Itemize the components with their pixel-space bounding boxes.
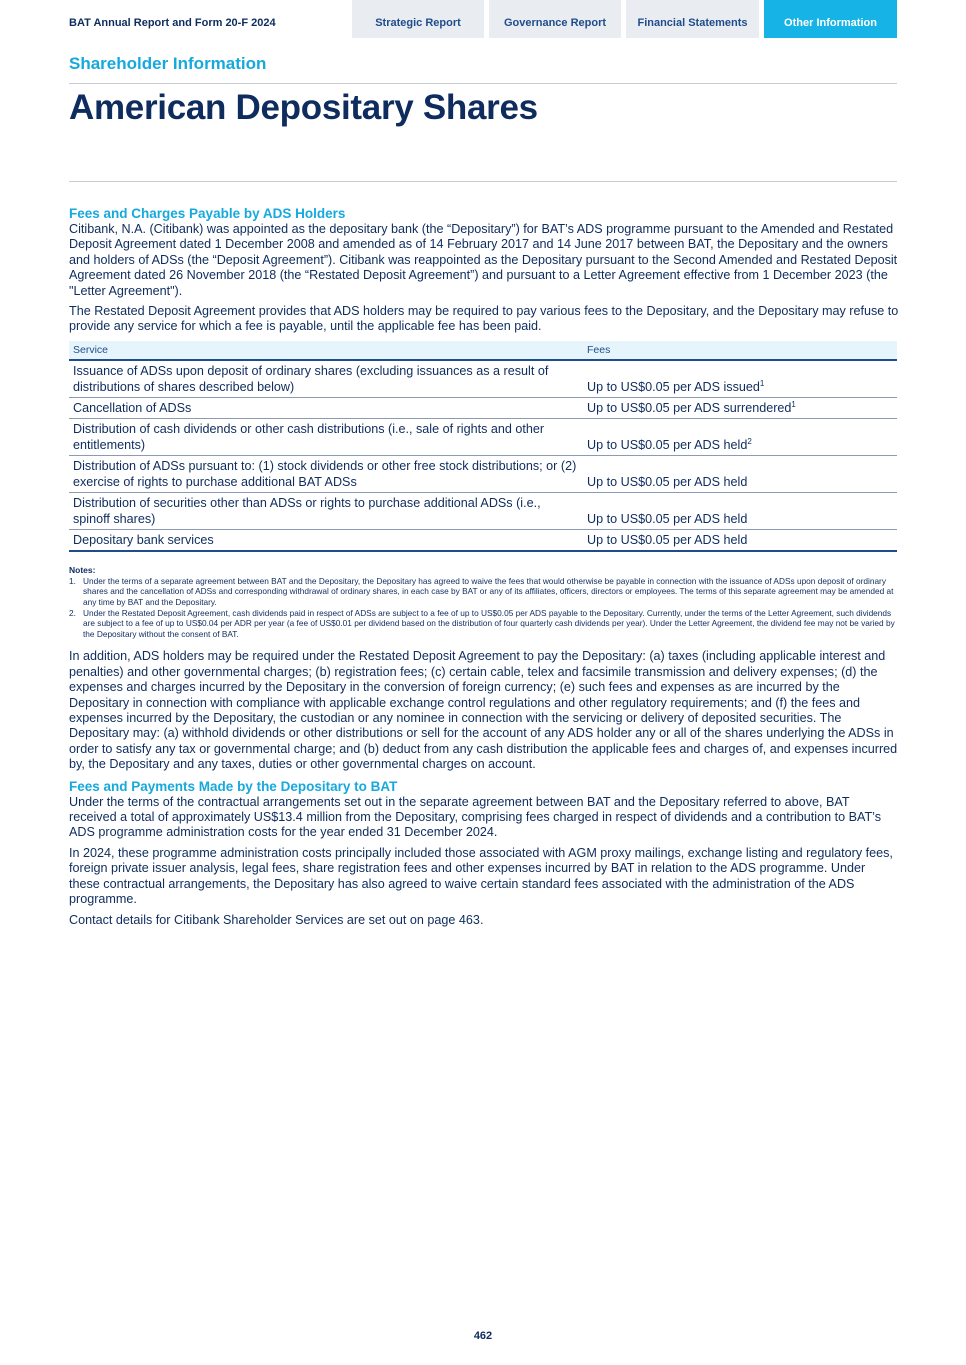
service-cell: Depositary bank services bbox=[69, 529, 583, 551]
tab-other-information[interactable]: Other Information bbox=[764, 0, 897, 38]
footnote-ref: 2 bbox=[747, 436, 752, 446]
footnote-ref: 1 bbox=[759, 378, 765, 388]
note-item bbox=[69, 608, 899, 640]
payments-paragraph-1: Under the terms of the contractual arrangements set out in the separate agreement between BAT and the Depositary referred to above, BAT received a total of approximately US$13.4 million from the Depositary, comprising fees charged in respect of dividends and a contribution to BAT’s ADS programme administration costs for the year ended 31 December 2024. bbox=[69, 794, 882, 840]
payments-heading: Fees and Payments Made by the Depositary to BAT bbox=[69, 778, 398, 794]
service-column-header: Service bbox=[69, 341, 583, 360]
notes bbox=[69, 565, 899, 640]
tab-governance-report[interactable]: Governance Report bbox=[489, 0, 621, 38]
table-header-row bbox=[69, 341, 897, 360]
fees-paragraph-2: The Restated Deposit Agreement provides that ADS holders may be required to pay various fees to the Depositary, and the Depositary may refuse to provide any service for which a fee is payable, until the applicable fee has been paid. bbox=[69, 304, 899, 334]
tab-financial-statements[interactable]: Financial Statements bbox=[626, 0, 759, 38]
main-content bbox=[69, 205, 899, 933]
page-number: 462 bbox=[473, 1330, 493, 1342]
fees-paragraph-1: Citibank, N.A. (Citibank) was appointed as the depositary bank (the “Depositary”) for BAT’s ADS programme pursuant to the Amended and Restated Deposit Agreement dated 1 December 2008 and amended as of 14 February 2017 and 14 June 2017 between BAT, the Depositary and the owners and holders of ADSs (the “Deposit Agreement”). Citibank was reappointed as the Depositary pursuant to the Second Amended and Restated Deposit Agreement dated 26 November 2018 (the “Restated Deposit Agreement”) and pursuant to a Letter Agreement effective from 1 December 2023 (the "Letter Agreement"). bbox=[69, 222, 898, 298]
service-cell: Distribution of cash dividends or other cash distributions (i.e., sale of rights and other entitlements) bbox=[69, 418, 583, 455]
fee-cell: Up to US$0.05 per ADS held bbox=[583, 529, 897, 551]
service-cell: Distribution of ADSs pursuant to: (1) stock dividends or other free stock distributions; or (2) exercise of rights to purchase additional BAT ADSs bbox=[69, 455, 583, 492]
service-cell: Issuance of ADSs upon deposit of ordinary shares (excluding issuances as a result of distributions of shares described below) bbox=[69, 360, 583, 398]
fee-text: Up to US$0.05 per ADS held bbox=[587, 437, 748, 452]
section-label: Shareholder Information bbox=[69, 54, 267, 73]
fee-text: Up to US$0.05 per ADS issued bbox=[587, 379, 760, 394]
page-title: American Depositary Shares bbox=[69, 88, 538, 127]
divider bbox=[69, 181, 897, 182]
table-row bbox=[69, 492, 897, 529]
divider bbox=[69, 83, 897, 84]
fees-heading: Fees and Charges Payable by ADS Holders bbox=[69, 206, 346, 221]
table-row bbox=[69, 418, 897, 455]
fee-cell bbox=[583, 418, 897, 455]
table-row bbox=[69, 360, 897, 398]
note-text: Under the terms of a separate agreement between BAT and the Depositary, the Depositary has agreed to waive the fees that would otherwise be payable in connection with the issuance of ADSs upon deposit of ordinary shares and the cancellation of ADSs and corresponding withdrawal of ordinary shares, in each case by BAT or any of its affiliates, officers, directors or employees. The terms of this separate agreement may be amended at any time by BAT and the Depositary. bbox=[83, 575, 894, 608]
footnote-ref: 1 bbox=[791, 399, 796, 409]
note-item bbox=[69, 576, 899, 608]
fee-text: Up to US$0.05 per ADS surrendered bbox=[587, 400, 792, 415]
addition-paragraph: In addition, ADS holders may be required under the Restated Deposit Agreement to pay the Depositary: (a) taxes (including applicable interest and penalties) and other governmental charges; (b) registration fees; (c) certain cable, telex and facsimile transmission and delivery expenses; (d) the expenses and charges incurred by the Depositary in the conversion of foreign currency; (e) such fees and expenses as are incurred by the Depositary in connection with compliance with applicable exchange control regulations and other regulatory requirements; and (f) the fees and expenses incurred by the Depositary, the custodian or any nominee in connection with the servicing or delivery of deposited securities. The Depositary may: (a) withhold dividends or other distributions or sell for the account of any ADS holder any or all of the shares underlying the ADSs in order to satisfy any tax or governmental charge; and (b) deduct from any cash distribution the applicable fees and charges of, and expenses incurred by, the Depositary and any taxes, duties or other governmental charges on account. bbox=[69, 649, 898, 772]
service-cell: Cancellation of ADSs bbox=[69, 397, 583, 418]
table-row bbox=[69, 455, 897, 492]
fee-cell: Up to US$0.05 per ADS held bbox=[583, 455, 897, 492]
notes-title: Notes: bbox=[69, 564, 96, 575]
note-number: 2. bbox=[69, 607, 76, 618]
fee-cell bbox=[583, 397, 897, 418]
service-cell: Distribution of securities other than ADSs or rights to purchase additional ADSs (i.e., spinoff shares) bbox=[69, 492, 583, 529]
note-text: Under the Restated Deposit Agreement, cash dividends paid in respect of ADSs are subject to a fee of up to US$0.05 per ADS payable to the Depositary. Currently, under the terms of the Letter Agreement, such dividends are subject to a fee of up to US$0.04 per ADR per year (a fee of US$0.01 per dividend based on the distribution of four quarterly cash dividends per year). Under the Letter Agreement, the dividend fee may not be varied by the Depositary without the consent of BAT. bbox=[83, 607, 895, 639]
fees-column-header: Fees bbox=[583, 341, 897, 360]
note-number: 1. bbox=[69, 575, 76, 586]
report-title: BAT Annual Report and Form 20-F 2024 bbox=[69, 17, 276, 29]
contact-paragraph: Contact details for Citibank Shareholder Services are set out on page 463. bbox=[69, 912, 484, 927]
fees-table bbox=[69, 341, 897, 552]
tab-strategic-report[interactable]: Strategic Report bbox=[352, 0, 484, 38]
top-navigation bbox=[0, 0, 966, 38]
fee-cell: Up to US$0.05 per ADS held bbox=[583, 492, 897, 529]
table-row bbox=[69, 529, 897, 551]
payments-paragraph-2: In 2024, these programme administration costs principally included those associated with AGM proxy mailings, exchange listing and regulatory fees, foreign private issuer analysis, legal fees, share registration fees and other expenses incurred by BAT in relation to the ADS programme. Under these contractual arrangements, the Depositary has also agreed to waive certain standard fees associated with the administration of the ADS programme. bbox=[69, 845, 893, 907]
fee-cell bbox=[583, 360, 897, 398]
table-row bbox=[69, 397, 897, 418]
